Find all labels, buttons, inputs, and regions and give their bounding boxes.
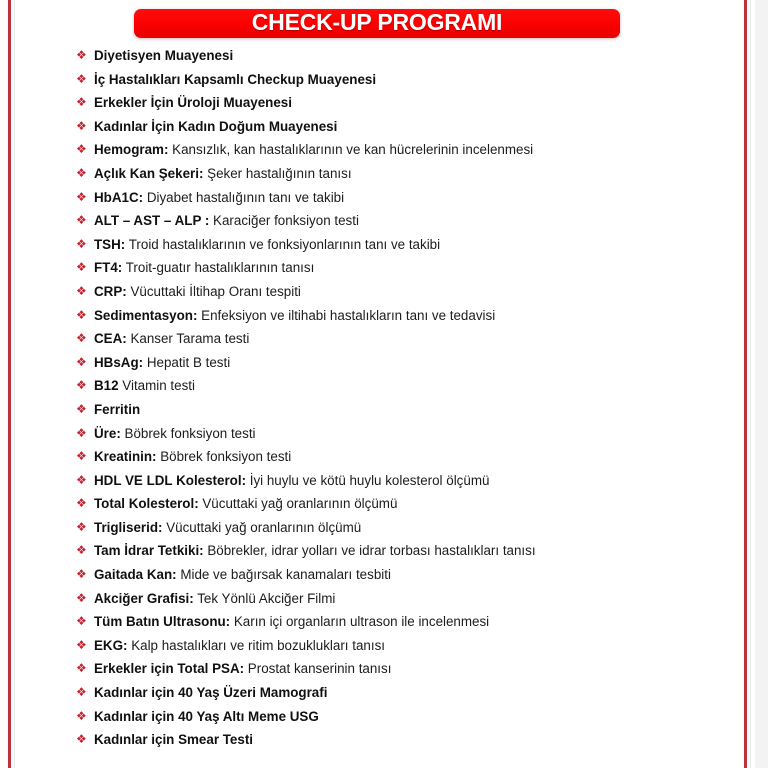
list-item-description: Vücuttaki İltihap Oranı tespiti bbox=[126, 283, 301, 299]
list-item-description: Mide ve bağırsak kanamaları tesbiti bbox=[176, 567, 391, 583]
diamond-bullet-icon: ❖ bbox=[76, 732, 87, 747]
list-item bbox=[76, 186, 742, 210]
diamond-bullet-icon: ❖ bbox=[76, 331, 87, 346]
list-item-label: Kadınlar için 40 Yaş Üzeri Mamografi bbox=[94, 685, 328, 701]
list-item-label: CEA: bbox=[94, 331, 127, 347]
list-item-label: CRP: bbox=[94, 283, 127, 299]
list-item bbox=[76, 398, 742, 422]
list-item-description: Karaciğer fonksiyon testi bbox=[209, 213, 359, 229]
page-border-left-inner bbox=[14, 0, 15, 768]
list-item bbox=[76, 516, 742, 540]
diamond-bullet-icon: ❖ bbox=[76, 567, 87, 582]
list-item bbox=[76, 304, 742, 328]
diamond-bullet-icon: ❖ bbox=[76, 661, 87, 676]
list-item bbox=[76, 44, 742, 68]
list-item-description: Böbrekler, idrar yolları ve idrar torbası hastalıkları tanısı bbox=[203, 543, 536, 559]
list-item bbox=[76, 728, 742, 752]
page-title: CHECK-UP PROGRAMI bbox=[251, 9, 503, 35]
list-item bbox=[76, 705, 742, 729]
diamond-bullet-icon: ❖ bbox=[76, 519, 87, 534]
list-item-description: Böbrek fonksiyon testi bbox=[120, 425, 256, 441]
list-item-description: Karın içi organların ultrason ile incelenmesi bbox=[230, 614, 490, 630]
list-item-label: TSH: bbox=[94, 236, 126, 252]
list-item-description: Troit-guatır hastalıklarının tanısı bbox=[122, 260, 315, 276]
list-item bbox=[76, 445, 742, 469]
list-item-description: Hepatit B testi bbox=[143, 354, 231, 370]
list-item bbox=[76, 68, 742, 92]
list-item-description: Kalp hastalıkları ve ritim bozuklukları tanısı bbox=[127, 637, 385, 653]
list-item bbox=[76, 492, 742, 516]
diamond-bullet-icon: ❖ bbox=[76, 543, 87, 558]
list-item bbox=[76, 469, 742, 493]
list-item bbox=[76, 374, 742, 398]
list-item-label: ALT – AST – ALP : bbox=[94, 213, 210, 229]
list-item-description: Şeker hastalığının tanısı bbox=[203, 165, 352, 181]
list-item-label: EKG: bbox=[94, 637, 128, 653]
list-item-label: Tam İdrar Tetkiki: bbox=[94, 543, 204, 559]
list-item bbox=[76, 422, 742, 446]
list-item bbox=[76, 563, 742, 587]
diamond-bullet-icon: ❖ bbox=[76, 48, 87, 62]
list-item-label: Açlık Kan Şekeri: bbox=[94, 165, 204, 181]
page-margin-strip bbox=[755, 0, 768, 768]
list-item bbox=[76, 115, 742, 139]
list-item-label: HBsAg: bbox=[94, 354, 144, 370]
list-item-label: Erkekler için Total PSA: bbox=[94, 661, 245, 677]
diamond-bullet-icon: ❖ bbox=[76, 401, 87, 416]
list-item-description: Vücuttaki yağ oranlarının ölçümü bbox=[162, 519, 362, 535]
list-item bbox=[76, 162, 742, 186]
checkup-program-list bbox=[76, 44, 742, 752]
list-item-label: Erkekler İçin Üroloji Muayenesi bbox=[94, 95, 292, 111]
list-item-label: Total Kolesterol: bbox=[94, 496, 199, 512]
list-item-label: Trigliserid: bbox=[94, 519, 163, 535]
list-item bbox=[76, 209, 742, 233]
list-item bbox=[76, 587, 742, 611]
list-item-description: Vücuttaki yağ oranlarının ölçümü bbox=[198, 496, 398, 512]
list-item-description: Enfeksiyon ve iltihabi hastalıkların tanı ve tedavisi bbox=[197, 307, 496, 323]
list-item-label: Ferritin bbox=[94, 401, 141, 417]
list-item-description: Tek Yönlü Akciğer Filmi bbox=[193, 590, 336, 606]
diamond-bullet-icon: ❖ bbox=[76, 354, 87, 369]
list-item-label: HbA1C: bbox=[94, 189, 144, 205]
list-item bbox=[76, 351, 742, 375]
list-item bbox=[76, 138, 742, 162]
list-item-description: Diyabet hastalığının tanı ve takibi bbox=[143, 189, 345, 205]
list-item-label: Kreatinin: bbox=[94, 449, 157, 465]
diamond-bullet-icon: ❖ bbox=[76, 142, 87, 157]
list-item-label: Gaitada Kan: bbox=[94, 567, 177, 583]
list-item bbox=[76, 233, 742, 257]
title-banner bbox=[134, 9, 620, 38]
list-item-label: Kadınlar için 40 Yaş Altı Meme USG bbox=[94, 708, 319, 724]
list-item-label: Kadınlar için Smear Testi bbox=[94, 732, 254, 748]
diamond-bullet-icon: ❖ bbox=[76, 685, 87, 700]
diamond-bullet-icon: ❖ bbox=[76, 189, 87, 204]
diamond-bullet-icon: ❖ bbox=[76, 307, 87, 322]
diamond-bullet-icon: ❖ bbox=[76, 213, 87, 228]
list-item-description: Prostat kanserinin tanısı bbox=[244, 661, 392, 677]
page-border-right-inner bbox=[750, 0, 751, 768]
diamond-bullet-icon: ❖ bbox=[76, 95, 87, 110]
list-item-label: Üre: bbox=[94, 425, 121, 441]
list-item bbox=[76, 91, 742, 115]
diamond-bullet-icon: ❖ bbox=[76, 590, 87, 605]
diamond-bullet-icon: ❖ bbox=[76, 449, 87, 464]
diamond-bullet-icon: ❖ bbox=[76, 708, 87, 723]
diamond-bullet-icon: ❖ bbox=[76, 472, 87, 487]
list-item-description: Kansızlık, kan hastalıklarının ve kan hücrelerinin incelenmesi bbox=[168, 142, 534, 158]
list-item bbox=[76, 681, 742, 705]
diamond-bullet-icon: ❖ bbox=[76, 118, 87, 133]
page-border-right bbox=[744, 0, 747, 768]
diamond-bullet-icon: ❖ bbox=[76, 283, 87, 298]
diamond-bullet-icon: ❖ bbox=[76, 496, 87, 511]
list-item-label: Akciğer Grafisi: bbox=[94, 590, 194, 606]
list-item bbox=[76, 256, 742, 280]
list-item-description: Böbrek fonksiyon testi bbox=[156, 449, 292, 465]
list-item bbox=[76, 539, 742, 563]
diamond-bullet-icon: ❖ bbox=[76, 260, 87, 275]
list-item-label: HDL VE LDL Kolesterol: bbox=[94, 472, 247, 488]
list-item-description: Vitamin testi bbox=[118, 378, 195, 394]
diamond-bullet-icon: ❖ bbox=[76, 236, 87, 251]
list-item-label: Hemogram: bbox=[94, 142, 169, 158]
page-border-left bbox=[8, 0, 11, 768]
list-item-label: Kadınlar İçin Kadın Doğum Muayenesi bbox=[94, 118, 338, 134]
list-item bbox=[76, 634, 742, 658]
list-item-label: FT4: bbox=[94, 260, 123, 276]
list-item-label: Diyetisyen Muayenesi bbox=[94, 48, 234, 63]
list-item-label: B12 bbox=[94, 378, 119, 394]
list-item-description: Kanser Tarama testi bbox=[126, 331, 250, 347]
diamond-bullet-icon: ❖ bbox=[76, 614, 87, 629]
diamond-bullet-icon: ❖ bbox=[76, 71, 87, 86]
list-item-description: Troid hastalıklarının ve fonksiyonlarının tanı ve takibi bbox=[125, 236, 441, 252]
diamond-bullet-icon: ❖ bbox=[76, 425, 87, 440]
diamond-bullet-icon: ❖ bbox=[76, 637, 87, 652]
list-item-label: Tüm Batın Ultrasonu: bbox=[94, 614, 231, 630]
list-item bbox=[76, 657, 742, 681]
list-item-description: İyi huylu ve kötü huylu kolesterol ölçümü bbox=[246, 472, 490, 488]
list-item bbox=[76, 610, 742, 634]
diamond-bullet-icon: ❖ bbox=[76, 165, 87, 180]
list-item bbox=[76, 327, 742, 351]
list-item-label: İç Hastalıkları Kapsamlı Checkup Muayenesi bbox=[94, 71, 377, 87]
list-item bbox=[76, 280, 742, 304]
diamond-bullet-icon: ❖ bbox=[76, 378, 87, 393]
list-item-label: Sedimentasyon: bbox=[94, 307, 198, 323]
